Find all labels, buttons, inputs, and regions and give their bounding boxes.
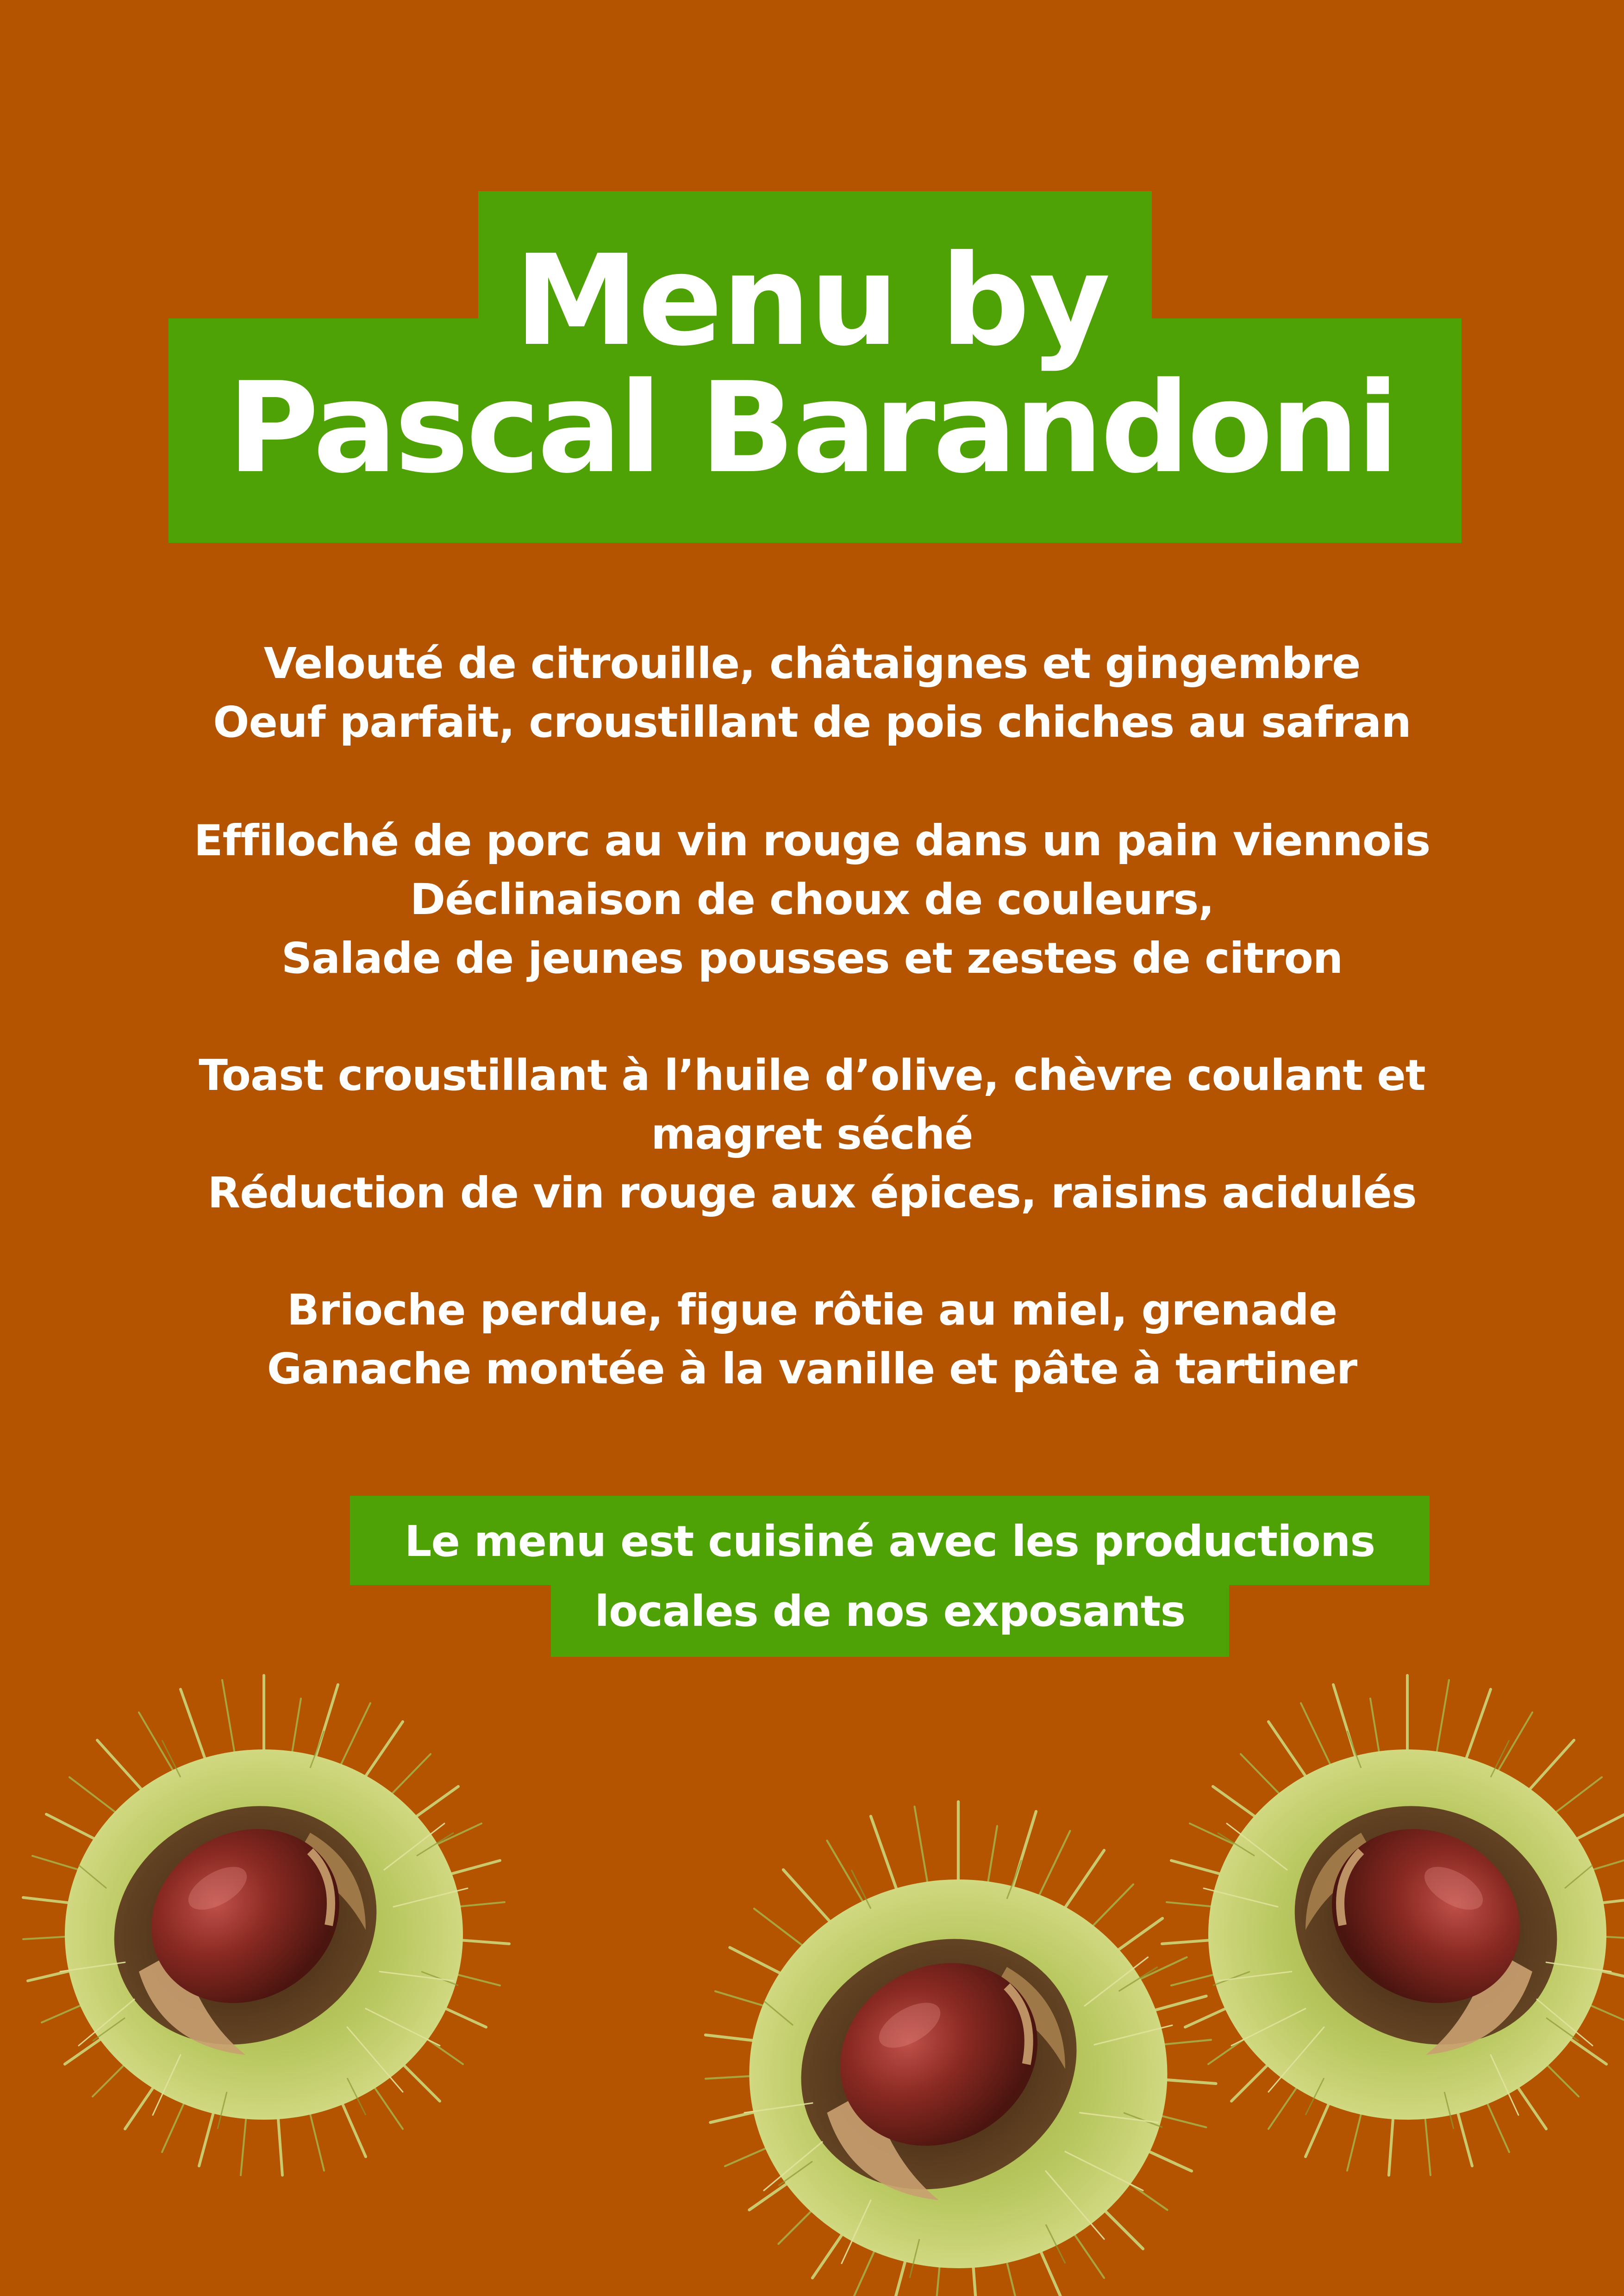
title-line-2: Pascal Barandoni	[227, 355, 1397, 501]
course-2-line-2: Déclinaison de choux de couleurs,	[410, 875, 1214, 924]
course-2-line-1: Effiloché de porc au vin rouge dans un pain viennois	[194, 816, 1430, 865]
note-line-1: Le menu est cuisiné avec les productions	[404, 1517, 1375, 1566]
chestnut-illustration-left	[0, 1648, 556, 2203]
course-3-line-3: Réduction de vin rouge aux épices, raisins acidulés	[207, 1168, 1417, 1218]
course-4-line-1: Brioche perdue, figue rôtie au miel, grenade	[287, 1285, 1337, 1335]
course-1-line-1: Velouté de citrouille, châtaignes et gingembre	[263, 639, 1361, 688]
course-3-line-2: magret séché	[651, 1109, 973, 1159]
title-line-1: Menu by	[514, 228, 1110, 373]
course-2-line-3: Salade de jeunes pousses et zestes de citron	[281, 933, 1343, 983]
course-4-line-2: Ganache montée à la vanille et pâte à tartiner	[267, 1344, 1357, 1394]
chestnut-illustration-right	[1130, 1648, 1624, 2203]
course-3-line-1: Toast croustillant à l’huile d’olive, chèvre coulant et	[199, 1051, 1425, 1100]
course-1-line-2: Oeuf parfait, croustillant de pois chiches au safran	[213, 697, 1411, 747]
note-line-2: locales de nos exposants	[594, 1587, 1186, 1636]
